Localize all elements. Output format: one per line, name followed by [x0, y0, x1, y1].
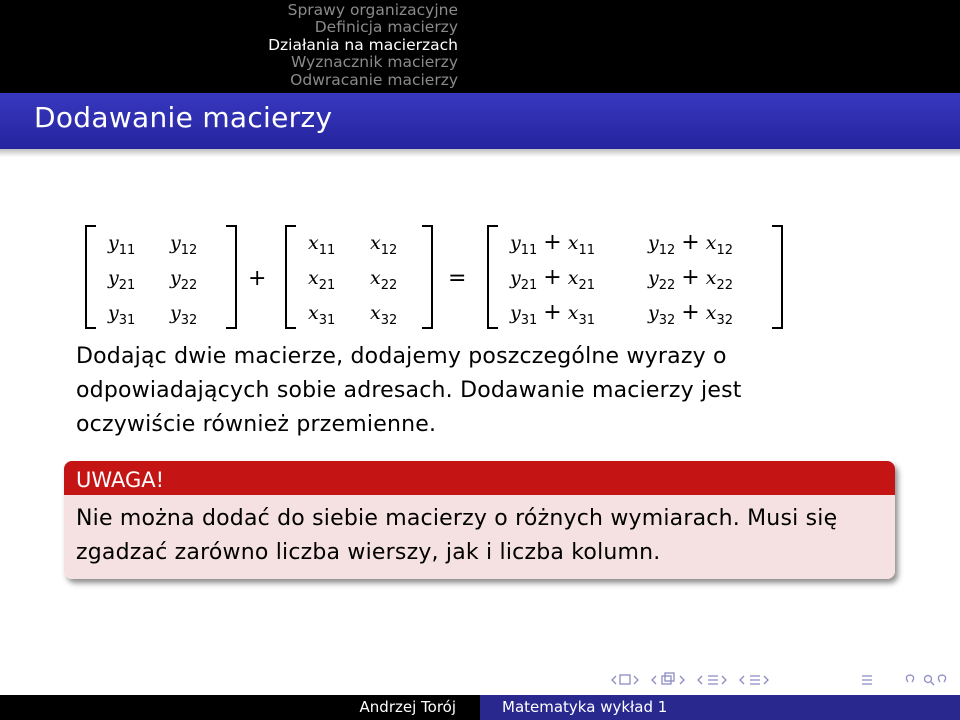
slide-icon[interactable]	[620, 675, 630, 684]
matrix-a-right-bracket	[226, 226, 236, 328]
matrix-b-right-bracket	[422, 226, 432, 328]
matrix-sum-entry: $y_{22} + x_{22}$	[648, 265, 733, 293]
beamer-navigation-symbols	[610, 670, 950, 690]
matrix-sum-entry: $y_{21} + x_{21}$	[510, 265, 595, 293]
align-icon[interactable]	[862, 676, 872, 684]
paragraph-line: oczywiście również przemienne.	[76, 412, 437, 437]
matrix-a-entry: $y_{12}$	[170, 232, 198, 258]
search-icon[interactable]	[925, 676, 935, 686]
section-prev-icon[interactable]	[740, 676, 744, 684]
slide-next-icon[interactable]	[634, 676, 638, 684]
matrix-a-entry: $y_{22}$	[170, 267, 198, 293]
nav-item-definicja[interactable]: Definicja macierzy	[314, 18, 458, 37]
nav-item-sprawy[interactable]: Sprawy organizacyjne	[287, 1, 458, 19]
paragraph-line: odpowiadających sobie adresach. Dodawanie macierzy jest	[76, 378, 742, 403]
slide-prev-icon[interactable]	[612, 676, 616, 684]
back-icon[interactable]	[906, 675, 913, 682]
matrix-a-entry: $y_{32}$	[170, 302, 198, 328]
matrix-a-left-bracket	[86, 226, 96, 328]
alert-block	[64, 461, 895, 579]
footer-author: Andrzej Torój	[0, 695, 480, 720]
matrix-a-entry: $y_{21}$	[108, 267, 136, 293]
matrix-equation	[0, 222, 960, 338]
frame-icon[interactable]	[662, 673, 674, 684]
matrix-b-entry: $x_{32}$	[370, 302, 398, 328]
matrix-b-entry: $x_{12}$	[370, 232, 398, 258]
alert-line: zgadzać zarówno liczba wierszy, jak i liczba kolumn.	[76, 540, 661, 565]
frame-title: Dodawanie macierzy	[34, 101, 333, 134]
matrix-sum-left-bracket	[488, 226, 498, 328]
matrix-a-entry: $y_{31}$	[108, 302, 136, 328]
matrix-b-left-bracket	[286, 226, 296, 328]
subsection-icon[interactable]	[708, 676, 718, 684]
matrix-sum-entry: $y_{11} + x_{11}$	[510, 230, 595, 258]
body-paragraph	[76, 340, 836, 442]
footer	[0, 695, 960, 720]
subsection-next-icon[interactable]	[722, 676, 726, 684]
section-icon[interactable]	[750, 676, 760, 684]
nav-item-wyznacznik[interactable]: Wyznacznik macierzy	[290, 53, 458, 72]
frame-prev-icon[interactable]	[652, 676, 656, 684]
title-bar-shadow	[0, 149, 960, 157]
matrix-b-entry: $x_{21}$	[308, 267, 336, 293]
equation-svg	[0, 222, 960, 338]
matrix-b-entry: $x_{11}$	[308, 232, 336, 258]
paragraph-line: Dodając dwie macierze, dodajemy poszczególne wyrazy o	[76, 344, 727, 369]
nav-item-odwracanie[interactable]: Odwracanie macierzy	[290, 70, 458, 89]
forward-icon[interactable]	[938, 675, 945, 682]
matrix-sum-entry: $y_{31} + x_{31}$	[510, 300, 595, 328]
nav-symbols-svg	[610, 670, 950, 690]
matrix-a-entry: $y_{11}$	[108, 232, 136, 258]
matrix-sum-entry: $y_{32} + x_{32}$	[648, 300, 733, 328]
header-right-panel	[480, 0, 960, 93]
equals-sign: =	[448, 266, 467, 291]
header-bar	[0, 0, 960, 93]
footer-subject: Matematyka wykład 1	[480, 695, 960, 720]
alert-line: Nie można dodać do siebie macierzy o różnych wymiarach. Musi się	[76, 506, 838, 531]
subsection-prev-icon[interactable]	[698, 676, 702, 684]
section-next-icon[interactable]	[764, 676, 768, 684]
section-navigation	[0, 0, 480, 93]
matrix-sum-entry: $y_{12} + x_{12}$	[648, 230, 733, 258]
frame-next-icon[interactable]	[680, 676, 684, 684]
alert-title: UWAGA!	[64, 461, 895, 495]
nav-item-dzialania[interactable]: Działania na macierzach	[268, 35, 458, 54]
plus-sign: +	[248, 266, 267, 291]
matrix-b-entry: $x_{22}$	[370, 267, 398, 293]
matrix-sum-right-bracket	[772, 226, 782, 328]
alert-body	[64, 495, 895, 579]
matrix-b-entry: $x_{31}$	[308, 302, 336, 328]
